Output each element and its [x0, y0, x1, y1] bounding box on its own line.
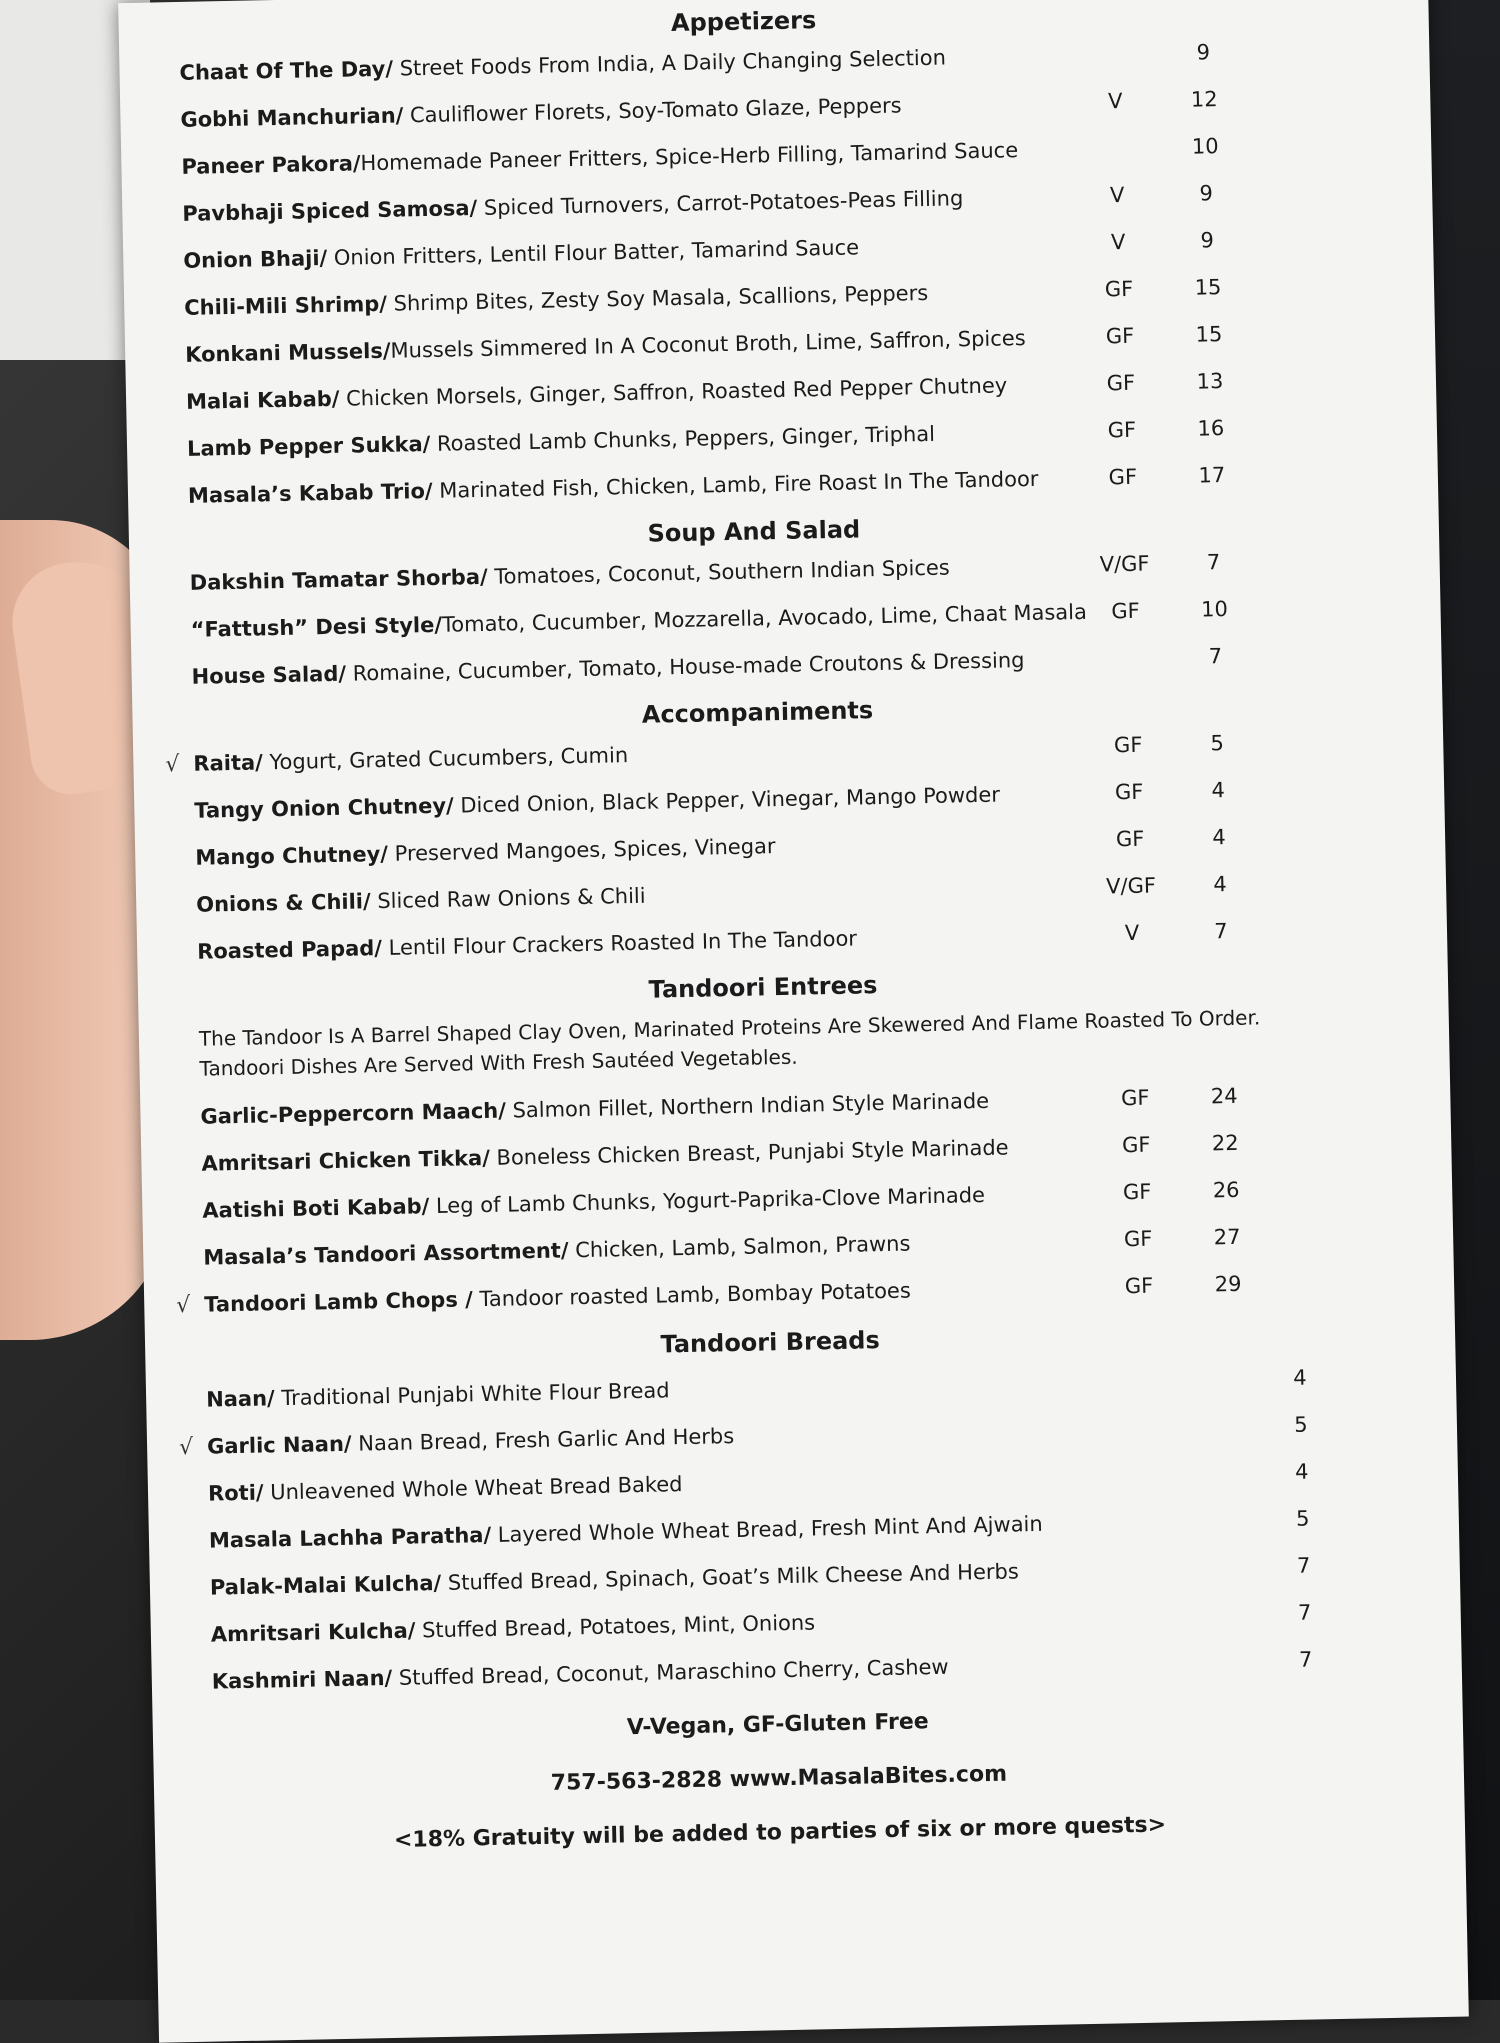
- diet-tag: V/GF: [1099, 551, 1150, 577]
- tandoori-entrees-list: [176, 1071, 1334, 1329]
- item-name: Naan/: [205, 1386, 275, 1412]
- section-title-appetizers: Appetizers: [670, 6, 817, 38]
- item-name: Konkani Mussels/: [184, 338, 391, 367]
- item-price: 4: [1212, 825, 1227, 850]
- diet-tag: GF: [1111, 598, 1140, 624]
- item-price: 10: [1191, 134, 1219, 159]
- diet-tag: [1086, 125, 1146, 126]
- item-description: Naan Bread, Fresh Garlic And Herbs: [351, 1424, 735, 1456]
- item-name: Aatishi Boti Kabab/: [202, 1194, 430, 1223]
- item-price: 9: [1196, 40, 1211, 65]
- item-description: Onion Fritters, Lentil Flour Batter, Tamarind Sauce: [326, 235, 860, 270]
- section-title-tandoori-entrees: Tandoori Entrees: [648, 971, 878, 1004]
- diet-tag: GF: [1114, 779, 1144, 805]
- item-name: Raita/: [193, 750, 264, 776]
- item-name: Gobhi Manchurian/: [180, 103, 404, 132]
- tandoori-note-line: Tandoori Dishes Are Served With Fresh Sautéed Vegetables.: [199, 1044, 798, 1081]
- item-description: Tomato, Cucumber, Mozzarella, Avocado, Lime, Chaat Masala: [441, 599, 1088, 637]
- item-name: “Fattush” Desi Style/: [190, 612, 443, 642]
- item-description: Layered Whole Wheat Bread, Fresh Mint And Ajwain: [490, 1511, 1043, 1547]
- item-price: 22: [1211, 1130, 1239, 1156]
- item-description: Yogurt, Grated Cucumbers, Cumin: [262, 743, 629, 775]
- item-name: Tangy Onion Chutney/: [194, 793, 454, 823]
- diet-legend: V-Vegan, GF-Gluten Free: [626, 1709, 929, 1741]
- diet-tag: GF: [1121, 1132, 1151, 1158]
- item-description: Traditional Punjabi White Flour Bread: [274, 1378, 670, 1411]
- handwritten-checkmark: √: [178, 1434, 194, 1461]
- menu-content: [165, 0, 1345, 1872]
- item-description: Shrimp Bites, Zesty Soy Masala, Scallions, Peppers: [386, 280, 929, 316]
- tandoori-note: [199, 1001, 1330, 1084]
- diet-tag: GF: [1124, 1273, 1154, 1299]
- item-price: 4: [1211, 778, 1226, 803]
- item-description: Cauliflower Florets, Soy-Tomato Glaze, Peppers: [403, 93, 902, 128]
- diet-tag: GF: [1106, 370, 1136, 396]
- item-description: Stuffed Bread, Coconut, Maraschino Cherry, Cashew: [391, 1654, 949, 1690]
- item-description: Salmon Fillet, Northern Indian Style Marinade: [505, 1088, 990, 1123]
- item-price: 5: [1210, 731, 1225, 756]
- diet-tag: [1096, 634, 1156, 635]
- item-price: 7: [1296, 1553, 1311, 1578]
- item-description: Preserved Mangoes, Spices, Vinegar: [387, 834, 776, 866]
- diet-tag: V: [1109, 182, 1125, 208]
- item-description: Diced Onion, Black Pepper, Vinegar, Mango Powder: [453, 782, 1001, 818]
- item-name: Masala’s Tandoori Assortment/: [203, 1238, 569, 1270]
- item-price: 29: [1214, 1271, 1242, 1297]
- contact-info: 757-563-2828 www.MasalaBites.com: [550, 1761, 1008, 1796]
- soup-salad-list: [189, 537, 1322, 701]
- item-price: 4: [1294, 1459, 1309, 1484]
- item-description: Mussels Simmered In A Coconut Broth, Lime, Saffron, Spices: [390, 326, 1026, 363]
- item-name: Pavbhaji Spiced Samosa/: [182, 195, 478, 226]
- item-name: House Salad/: [191, 661, 347, 689]
- item-description: Chicken, Lamb, Salmon, Prawns: [568, 1231, 911, 1263]
- item-name: Chili-Mili Shrimp/: [184, 291, 388, 320]
- tandoori-note-line: The Tandoor Is A Barrel Shaped Clay Oven, Marinated Proteins Are Skewered And Flame Roasted To Order.: [198, 1005, 1261, 1051]
- item-price: 24: [1210, 1083, 1238, 1109]
- menu-sheet: [118, 0, 1469, 2043]
- gratuity-notice: <18% Gratuity will be added to parties of six or more quests>: [393, 1812, 1167, 1853]
- diet-tag: V: [1107, 89, 1123, 114]
- diet-tag: V/GF: [1105, 873, 1157, 899]
- item-name: Dakshin Tamatar Shorba/: [189, 564, 488, 595]
- item-description: Roasted Lamb Chunks, Peppers, Ginger, Triphal: [430, 421, 936, 456]
- item-description: Sliced Raw Onions & Chili: [370, 883, 646, 914]
- item-price: 15: [1194, 275, 1222, 300]
- diet-tag: V: [1124, 920, 1140, 946]
- item-price: 10: [1200, 596, 1229, 622]
- item-name: Roasted Papad/: [196, 936, 383, 964]
- item-price: 7: [1206, 550, 1221, 575]
- section-title-soup-salad: Soup And Salad: [647, 515, 861, 548]
- item-description: Marinated Fish, Chicken, Lamb, Fire Roast In The Tandoor: [432, 466, 1039, 503]
- item-name: Paneer Pakora/: [181, 151, 361, 179]
- diet-tag: GF: [1107, 417, 1137, 443]
- item-name: Palak-Malai Kulcha/: [209, 1570, 442, 1600]
- item-price: 9: [1199, 181, 1214, 206]
- appetizers-list: [179, 27, 1318, 520]
- item-price: 26: [1212, 1177, 1240, 1203]
- item-price: 16: [1197, 416, 1225, 441]
- item-price: 9: [1200, 228, 1215, 253]
- diet-tag: GF: [1113, 732, 1143, 758]
- item-description: Romaine, Cucumber, Tomato, House-made Croutons & Dressing: [345, 648, 1025, 686]
- item-name: Lamb Pepper Sukka/: [186, 431, 431, 461]
- item-price: 27: [1213, 1224, 1241, 1250]
- diet-tag: GF: [1108, 464, 1138, 490]
- item-price: 7: [1298, 1647, 1313, 1672]
- diet-tag: GF: [1115, 826, 1145, 852]
- item-name: Garlic-Peppercorn Maach/: [200, 1098, 507, 1129]
- item-name: Roti/: [207, 1480, 264, 1506]
- item-price: 17: [1198, 463, 1226, 488]
- item-price: 7: [1214, 919, 1228, 944]
- item-name: Onions & Chili/: [196, 889, 371, 917]
- item-description: Tomatoes, Coconut, Southern Indian Spices: [487, 555, 950, 589]
- item-price: 12: [1190, 87, 1218, 112]
- item-name: Mango Chutney/: [195, 841, 389, 870]
- section-title-accompaniments: Accompaniments: [641, 696, 874, 729]
- item-description: Street Foods From India, A Daily Changing Selection: [392, 45, 947, 81]
- item-description: Stuffed Bread, Potatoes, Mint, Onions: [415, 1610, 816, 1643]
- diet-tag: [1084, 31, 1144, 32]
- item-price: 4: [1213, 872, 1227, 897]
- item-name: Masala Lachha Paratha/: [208, 1522, 492, 1553]
- item-description: Boneless Chicken Breast, Punjabi Style Marinade: [489, 1135, 1009, 1170]
- item-price: 5: [1295, 1506, 1310, 1531]
- item-description: Tandoor roasted Lamb, Bombay Potatoes: [472, 1278, 912, 1312]
- section-title-tandoori-breads: Tandoori Breads: [660, 1326, 880, 1359]
- diet-tag: GF: [1104, 276, 1134, 302]
- item-price: 15: [1195, 322, 1223, 347]
- item-price: 5: [1293, 1412, 1308, 1437]
- item-name: Tandoori Lamb Chops /: [204, 1287, 474, 1317]
- accompaniments-list: [165, 718, 1327, 976]
- item-description: Stuffed Bread, Spinach, Goat’s Milk Cheese And Herbs: [440, 1559, 1019, 1595]
- item-name: Amritsari Kulcha/: [210, 1618, 416, 1647]
- item-price: 7: [1297, 1600, 1312, 1625]
- handwritten-checkmark: √: [176, 1292, 191, 1319]
- item-description: Chicken Morsels, Ginger, Saffron, Roasted Red Pepper Chutney: [339, 373, 1008, 411]
- item-description: Leg of Lamb Chunks, Yogurt-Paprika-Clove Marinade: [429, 1182, 986, 1219]
- item-price: 4: [1293, 1365, 1307, 1390]
- diet-tag: GF: [1120, 1085, 1150, 1111]
- item-price: 13: [1196, 369, 1224, 394]
- item-name: Amritsari Chicken Tikka/: [201, 1145, 491, 1176]
- item-description: Unleavened Whole Wheat Bread Baked: [263, 1472, 683, 1505]
- item-name: Garlic Naan/: [206, 1431, 352, 1459]
- diet-tag: GF: [1122, 1179, 1152, 1205]
- item-description: Lentil Flour Crackers Roasted In The Tandoor: [381, 926, 858, 961]
- item-description: Homemade Paneer Fritters, Spice-Herb Filling, Tamarind Sauce: [360, 138, 1019, 176]
- diet-tag: GF: [1105, 323, 1135, 349]
- item-name: Malai Kabab/: [185, 386, 340, 414]
- diet-tag: GF: [1123, 1226, 1153, 1252]
- item-name: Chaat Of The Day/: [179, 56, 394, 85]
- item-name: Onion Bhaji/: [183, 246, 328, 273]
- item-name: Kashmiri Naan/: [211, 1665, 393, 1694]
- handwritten-checkmark: √: [165, 752, 180, 778]
- diet-tag: V: [1110, 229, 1126, 255]
- item-name: Masala’s Kabab Trio/: [187, 478, 433, 508]
- item-description: Spiced Turnovers, Carrot-Potatoes-Peas Filling: [476, 186, 964, 220]
- tandoori-breads-list: [178, 1354, 1342, 1706]
- item-price: 7: [1208, 644, 1223, 669]
